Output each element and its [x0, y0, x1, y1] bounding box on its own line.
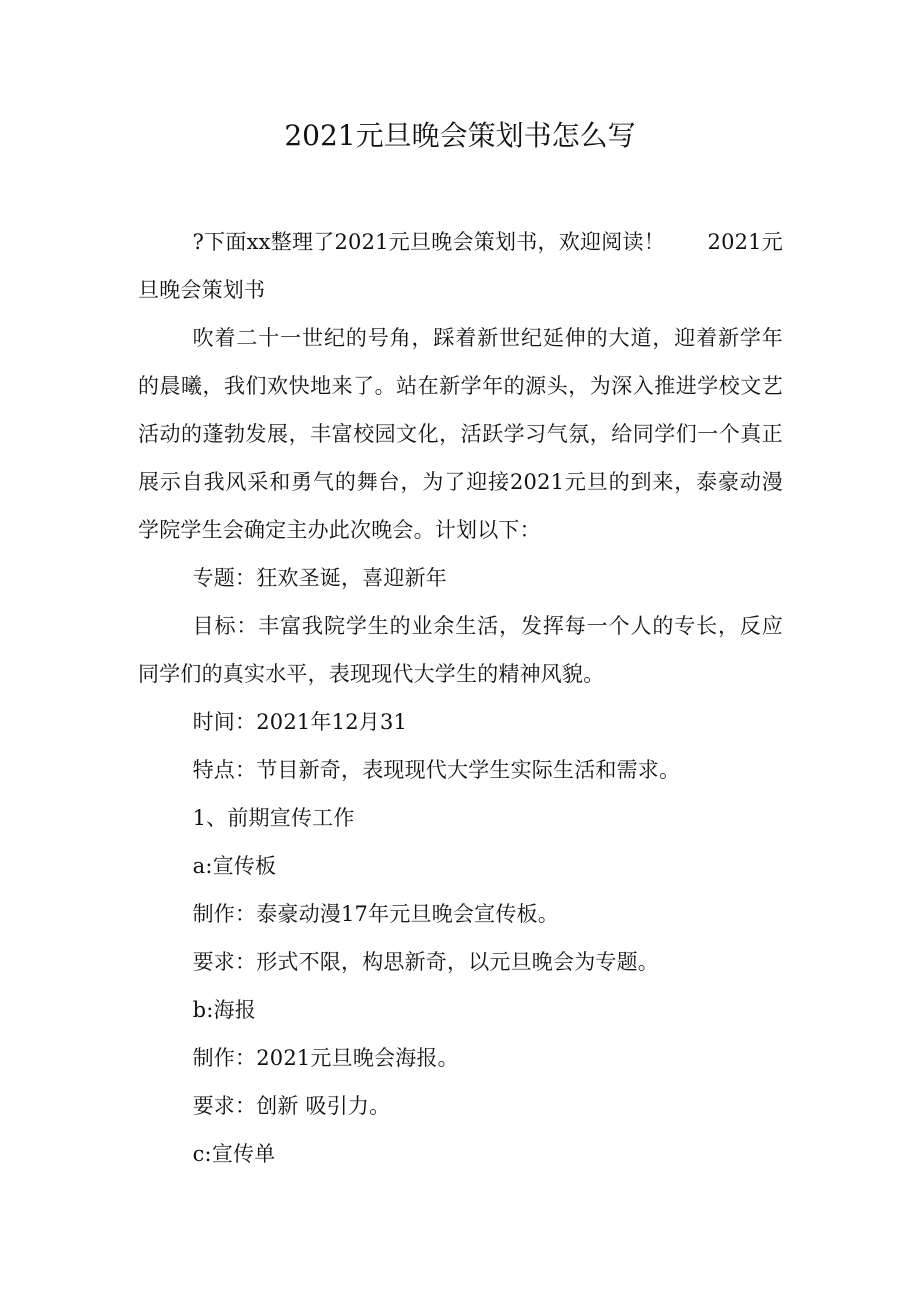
- paragraph: 专题：狂欢圣诞，喜迎新年: [192, 566, 447, 590]
- paragraph: 要求：创新 吸引力。: [192, 1094, 391, 1118]
- paragraph: 制作：泰豪动漫17年元旦晚会宣传板。: [192, 902, 559, 926]
- paragraph: b:海报: [192, 998, 256, 1022]
- paragraph: a:宣传板: [192, 854, 277, 878]
- paragraph: 目标：丰富我院学生的业余生活，发挥每一个人的专长，反应同学们的真实水平，表现现代大学生的精神风貌。: [138, 614, 783, 686]
- paragraph: 要求：形式不限，构思新奇，以元旦晚会为专题。: [192, 950, 659, 974]
- paragraph: ?下面xx整理了2021元旦晚会策划书，欢迎阅读！ 2021元旦晚会策划书: [138, 230, 783, 302]
- paragraph: 吹着二十一世纪的号角，踩着新世纪延伸的大道，迎着新学年的晨曦，我们欢快地来了。站在新学年的源头，为深入推进学校文艺活动的蓬勃发展，丰富校园文化，活跃学习气氛，给同学们一个真正展示自我风采和勇气的舞台，为了迎接2021元旦的到来，泰豪动漫学院学生会确定主办此次晚会。计划以下：: [138, 326, 783, 542]
- document-title: 2021元旦晚会策划书怎么写: [284, 119, 636, 152]
- paragraph: 1、前期宣传工作: [192, 806, 355, 830]
- paragraph: 特点：节目新奇，表现现代大学生实际生活和需求。: [192, 758, 681, 782]
- document-body: [138, 218, 783, 1178]
- paragraph: c:宣传单: [192, 1142, 276, 1166]
- paragraph: 时间：2021年12月31: [192, 710, 408, 734]
- paragraph: 制作：2021元旦晚会海报。: [192, 1046, 459, 1070]
